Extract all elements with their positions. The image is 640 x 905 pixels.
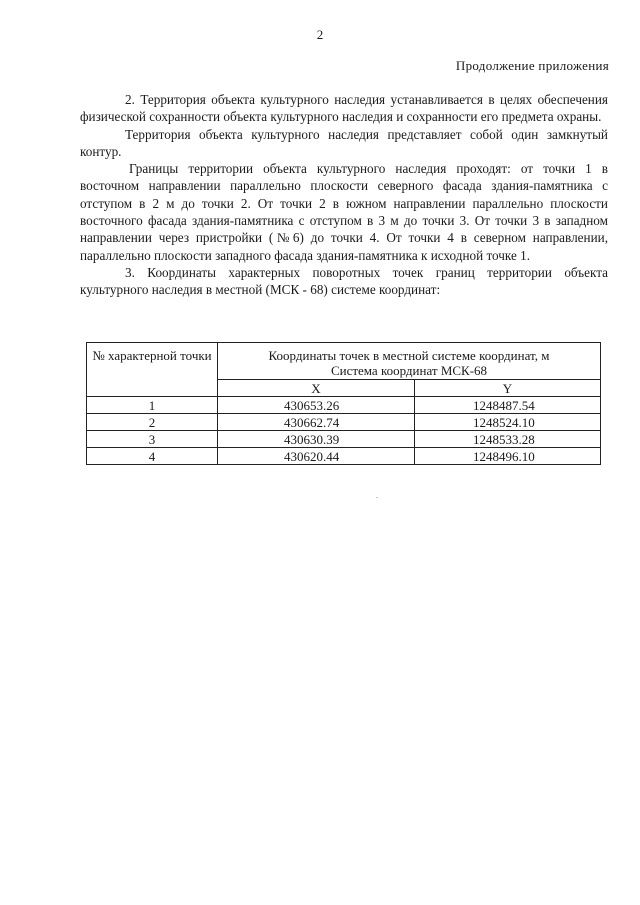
paragraph-single-contour: Территория объекта культурного наследия представляет собой один замкнутый контур. [80,126,608,159]
point-number: 2 [87,414,218,431]
table-row [87,448,601,465]
header-coordinate-system: Система координат МСК-68 [330,363,488,378]
page-number: 2 [316,27,324,42]
coordinate-x: 430630.39 [218,431,415,448]
coordinate-y: 1248524.10 [415,414,601,431]
point-number: 1 [87,397,218,414]
coordinate-y: 1248533.28 [415,431,601,448]
header-coordinates [218,343,601,380]
paragraph-territory-purpose: 2. Территория объекта культурного наследия устанавливается в целях обеспечения физической сохранности объекта культурного наследия и сохранности его предмета охраны. [80,92,608,125]
coordinate-x: 430653.26 [218,397,415,414]
point-number: 3 [87,431,218,448]
table-row [87,431,601,448]
coordinate-y: 1248487.54 [415,397,601,414]
coordinate-x: 430620.44 [218,448,415,465]
header-y: Y [415,380,601,397]
table-row [87,397,601,414]
paragraph-boundary-description: Границы территории объекта культурного наследия проходят: от точки 1 в восточном направлении параллельно плоскости северного фасада здания-памятника с отступом в 2 м до точки 2. От точки 2 в южном направлении параллельно плоскости восточного фасада здания-памятника с отступом в 3 м до точки 3. От точки 3 в западном направлении через пристройки (№6) до точки 4. От точки 4 в северном направлении, параллельно плоскости западного фасада здания-памятника к исходной точке 1. [80,161,608,263]
document-body [80,91,608,299]
coordinates-table [86,342,601,465]
table-row [87,414,601,431]
header-coordinates-title: Координаты точек в местной системе координат, м [268,348,550,363]
coordinate-y: 1248496.10 [415,448,601,465]
appendix-continuation-label: Продолжение приложения [455,58,609,73]
point-number: 4 [87,448,218,465]
paragraph-coordinates-intro: 3. Координаты характерных поворотных точек границ территории объекта культурного наследия в местной (МСК - 68) системе координат: [80,264,608,298]
scan-speck [376,497,378,498]
header-x: X [218,380,415,397]
coordinate-x: 430662.74 [218,414,415,431]
header-point-number: № характерной точки [87,343,218,397]
